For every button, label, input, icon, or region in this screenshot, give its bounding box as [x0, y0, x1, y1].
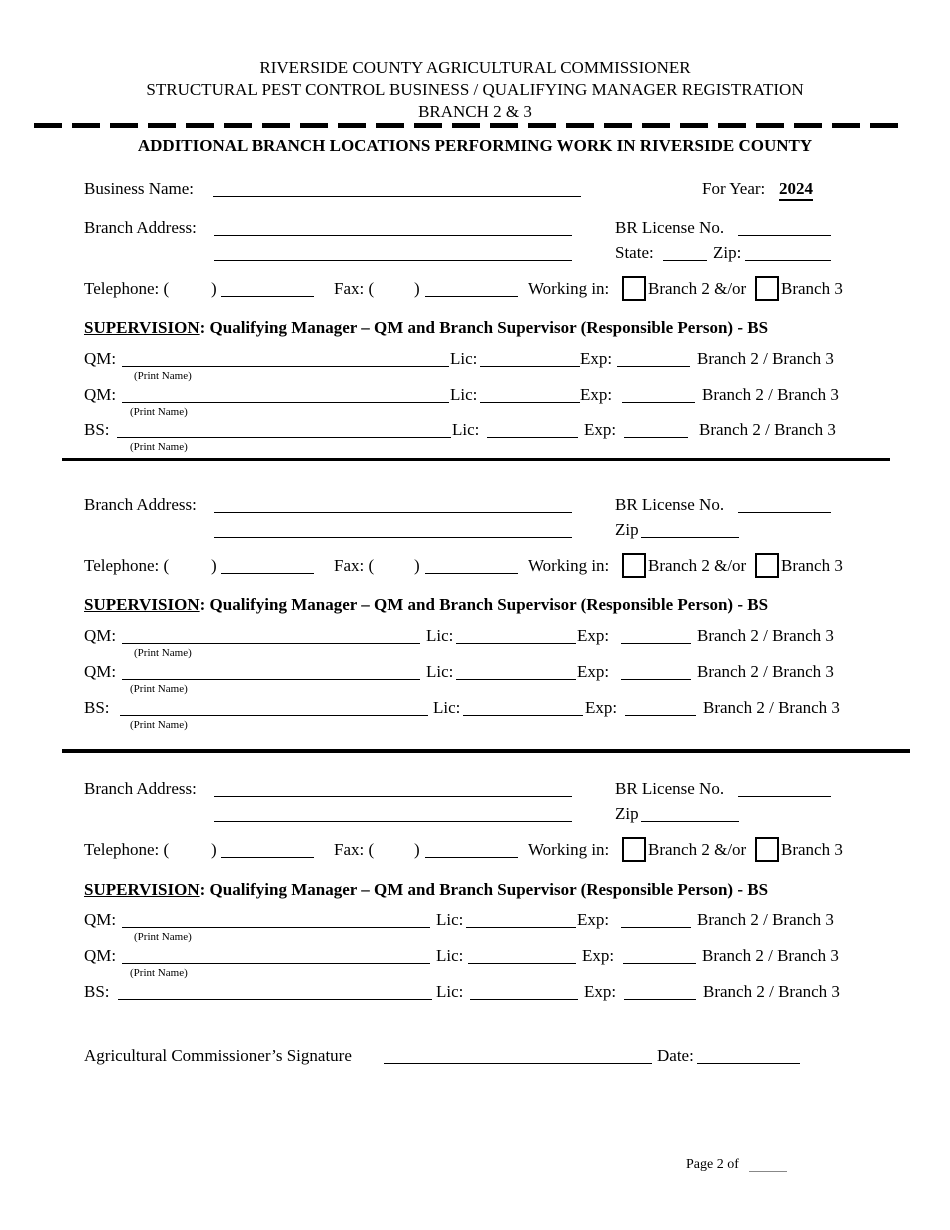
branch-choice[interactable]: Branch 2 / Branch 3 [703, 982, 840, 1001]
branch-address-line2-field[interactable] [214, 260, 572, 261]
year-value[interactable]: 2024 [779, 179, 813, 201]
fax-label: Fax: ( [334, 556, 375, 575]
print-name-hint: (Print Name) [134, 931, 192, 943]
telephone-field[interactable] [221, 573, 314, 574]
exp-label: Exp: [580, 385, 613, 404]
bs-name-field[interactable] [118, 999, 432, 1000]
date-label: Date: [657, 1046, 694, 1065]
section-subtitle: ADDITIONAL BRANCH LOCATIONS PERFORMING WORK IN RIVERSIDE COUNTY [137, 136, 813, 155]
br-license-field[interactable] [738, 512, 831, 513]
header-form-title: STRUCTURAL PEST CONTROL BUSINESS / QUALIFYING MANAGER REGISTRATION [146, 80, 804, 99]
date-field[interactable] [697, 1063, 800, 1064]
branch-choice[interactable]: Branch 2 / Branch 3 [697, 662, 834, 681]
br-license-field[interactable] [738, 796, 831, 797]
exp-field[interactable] [617, 366, 690, 367]
fax-paren: ) [414, 279, 420, 298]
qm-label: QM: [84, 910, 117, 929]
qm-name-field[interactable] [122, 927, 430, 928]
working-in-label: Working in: [528, 556, 610, 575]
branch3-checkbox[interactable] [755, 276, 779, 301]
fax-paren: ) [414, 556, 420, 575]
signature-field[interactable] [384, 1063, 652, 1064]
zip-field[interactable] [641, 821, 739, 822]
lic-field[interactable] [480, 402, 580, 403]
lic-label: Lic: [436, 910, 464, 929]
fax-label: Fax: ( [334, 279, 375, 298]
state-field[interactable] [663, 260, 707, 261]
lic-field[interactable] [466, 927, 576, 928]
working-in-label: Working in: [528, 840, 610, 859]
branch-address-line1-field[interactable] [214, 796, 572, 797]
bs-name-field[interactable] [120, 715, 428, 716]
exp-field[interactable] [624, 437, 688, 438]
exp-label: Exp: [584, 420, 617, 439]
print-name-hint: (Print Name) [130, 406, 188, 418]
exp-label: Exp: [580, 349, 613, 368]
print-name-hint: (Print Name) [134, 647, 192, 659]
branch-address-label: Branch Address: [84, 495, 197, 514]
branch2-label: Branch 2 &/or [648, 840, 747, 859]
working-in-label: Working in: [528, 279, 610, 298]
branch3-checkbox[interactable] [755, 837, 779, 862]
fax-label: Fax: ( [334, 840, 375, 859]
branch2-checkbox[interactable] [622, 276, 646, 301]
exp-field[interactable] [625, 715, 696, 716]
zip-field[interactable] [641, 537, 739, 538]
page-total-field[interactable] [749, 1171, 787, 1172]
telephone-field[interactable] [221, 296, 314, 297]
print-name-hint: (Print Name) [130, 441, 188, 453]
br-license-label: BR License No. [615, 779, 725, 798]
section-divider [62, 458, 890, 461]
lic-label: Lic: [450, 349, 478, 368]
zip-label: Zip: [713, 243, 742, 262]
header-agency: RIVERSIDE COUNTY AGRICULTURAL COMMISSIONER [259, 58, 691, 77]
bs-label: BS: [84, 982, 110, 1001]
telephone-field[interactable] [221, 857, 314, 858]
supervision-description: : Qualifying Manager – QM and Branch Supervisor (Responsible Person) - BS [199, 880, 769, 899]
branch2-label: Branch 2 &/or [648, 279, 747, 298]
lic-field[interactable] [468, 963, 576, 964]
branch-choice[interactable]: Branch 2 / Branch 3 [697, 910, 834, 929]
fax-field[interactable] [425, 857, 518, 858]
lic-label: Lic: [452, 420, 480, 439]
telephone-label: Telephone: ( [84, 279, 170, 298]
lic-label: Lic: [426, 626, 454, 645]
lic-field[interactable] [456, 679, 576, 680]
print-name-hint: (Print Name) [130, 719, 188, 731]
branch2-checkbox[interactable] [622, 553, 646, 578]
bs-label: BS: [84, 420, 110, 439]
supervision-key: SUPERVISION [84, 880, 200, 899]
fax-field[interactable] [425, 573, 518, 574]
branch3-checkbox[interactable] [755, 553, 779, 578]
bs-name-field[interactable] [117, 437, 451, 438]
branch-choice[interactable]: Branch 2 / Branch 3 [703, 698, 840, 717]
branch2-checkbox[interactable] [622, 837, 646, 862]
lic-label: Lic: [436, 982, 464, 1001]
lic-label: Lic: [426, 662, 454, 681]
telephone-paren: ) [211, 840, 217, 859]
qm-label: QM: [84, 385, 117, 404]
print-name-hint: (Print Name) [130, 967, 188, 979]
exp-field[interactable] [624, 999, 696, 1000]
branch-choice[interactable]: Branch 2 / Branch 3 [702, 946, 839, 965]
branch-address-line1-field[interactable] [214, 235, 572, 236]
branch-address-label: Branch Address: [84, 779, 197, 798]
br-license-label: BR License No. [615, 218, 725, 237]
business-name-label: Business Name: [84, 179, 195, 198]
dashed-divider [34, 123, 900, 128]
zip-field[interactable] [745, 260, 831, 261]
exp-field[interactable] [621, 643, 691, 644]
lic-field[interactable] [480, 366, 580, 367]
exp-label: Exp: [577, 626, 610, 645]
branch-address-line1-field[interactable] [214, 512, 572, 513]
exp-label: Exp: [584, 982, 617, 1001]
bs-label: BS: [84, 698, 110, 717]
zip-label: Zip [615, 804, 639, 823]
exp-field[interactable] [623, 963, 696, 964]
telephone-paren: ) [211, 279, 217, 298]
qm-label: QM: [84, 626, 117, 645]
branch-choice[interactable]: Branch 2 / Branch 3 [697, 349, 834, 368]
qm-name-field[interactable] [122, 402, 449, 403]
print-name-hint: (Print Name) [134, 370, 192, 382]
business-name-field[interactable] [213, 196, 581, 197]
year-label: For Year: [702, 179, 766, 198]
qm-name-field[interactable] [122, 679, 420, 680]
br-license-label: BR License No. [615, 495, 725, 514]
branch3-label: Branch 3 [781, 556, 843, 575]
branch-address-line2-field[interactable] [214, 821, 572, 822]
telephone-paren: ) [211, 556, 217, 575]
header-branch-title: BRANCH 2 & 3 [418, 102, 532, 121]
branch-address-line2-field[interactable] [214, 537, 572, 538]
supervision-heading [84, 595, 768, 615]
branch-choice[interactable]: Branch 2 / Branch 3 [697, 626, 834, 645]
branch-choice[interactable]: Branch 2 / Branch 3 [699, 420, 836, 439]
br-license-field[interactable] [738, 235, 831, 236]
branch3-label: Branch 3 [781, 279, 843, 298]
supervision-key: SUPERVISION [84, 595, 200, 614]
lic-label: Lic: [450, 385, 478, 404]
fax-paren: ) [414, 840, 420, 859]
supervision-heading [84, 880, 768, 900]
zip-label: Zip [615, 520, 639, 539]
qm-label: QM: [84, 662, 117, 681]
print-name-hint: (Print Name) [130, 683, 188, 695]
exp-label: Exp: [577, 910, 610, 929]
supervision-description: : Qualifying Manager – QM and Branch Supervisor (Responsible Person) - BS [199, 595, 769, 614]
exp-field[interactable] [621, 927, 691, 928]
telephone-label: Telephone: ( [84, 840, 170, 859]
supervision-description: : Qualifying Manager – QM and Branch Supervisor (Responsible Person) - BS [199, 318, 769, 337]
state-label: State: [615, 243, 654, 262]
lic-field[interactable] [463, 715, 583, 716]
branch-choice[interactable]: Branch 2 / Branch 3 [702, 385, 839, 404]
exp-field[interactable] [622, 402, 695, 403]
lic-field[interactable] [470, 999, 578, 1000]
qm-label: QM: [84, 946, 117, 965]
supervision-heading [84, 318, 768, 338]
qm-label: QM: [84, 349, 117, 368]
signature-label: Agricultural Commissioner’s Signature [84, 1046, 352, 1065]
exp-label: Exp: [577, 662, 610, 681]
qm-name-field[interactable] [122, 366, 449, 367]
lic-field[interactable] [487, 437, 578, 438]
qm-name-field[interactable] [122, 963, 430, 964]
section-divider [62, 749, 910, 753]
exp-label: Exp: [585, 698, 618, 717]
branch3-label: Branch 3 [781, 840, 843, 859]
exp-field[interactable] [621, 679, 691, 680]
lic-label: Lic: [436, 946, 464, 965]
page-number-label: Page 2 of [686, 1157, 739, 1172]
supervision-key: SUPERVISION [84, 318, 200, 337]
telephone-label: Telephone: ( [84, 556, 170, 575]
lic-label: Lic: [433, 698, 461, 717]
fax-field[interactable] [425, 296, 518, 297]
qm-name-field[interactable] [122, 643, 420, 644]
exp-label: Exp: [582, 946, 615, 965]
branch2-label: Branch 2 &/or [648, 556, 747, 575]
branch-address-label: Branch Address: [84, 218, 197, 237]
lic-field[interactable] [456, 643, 576, 644]
